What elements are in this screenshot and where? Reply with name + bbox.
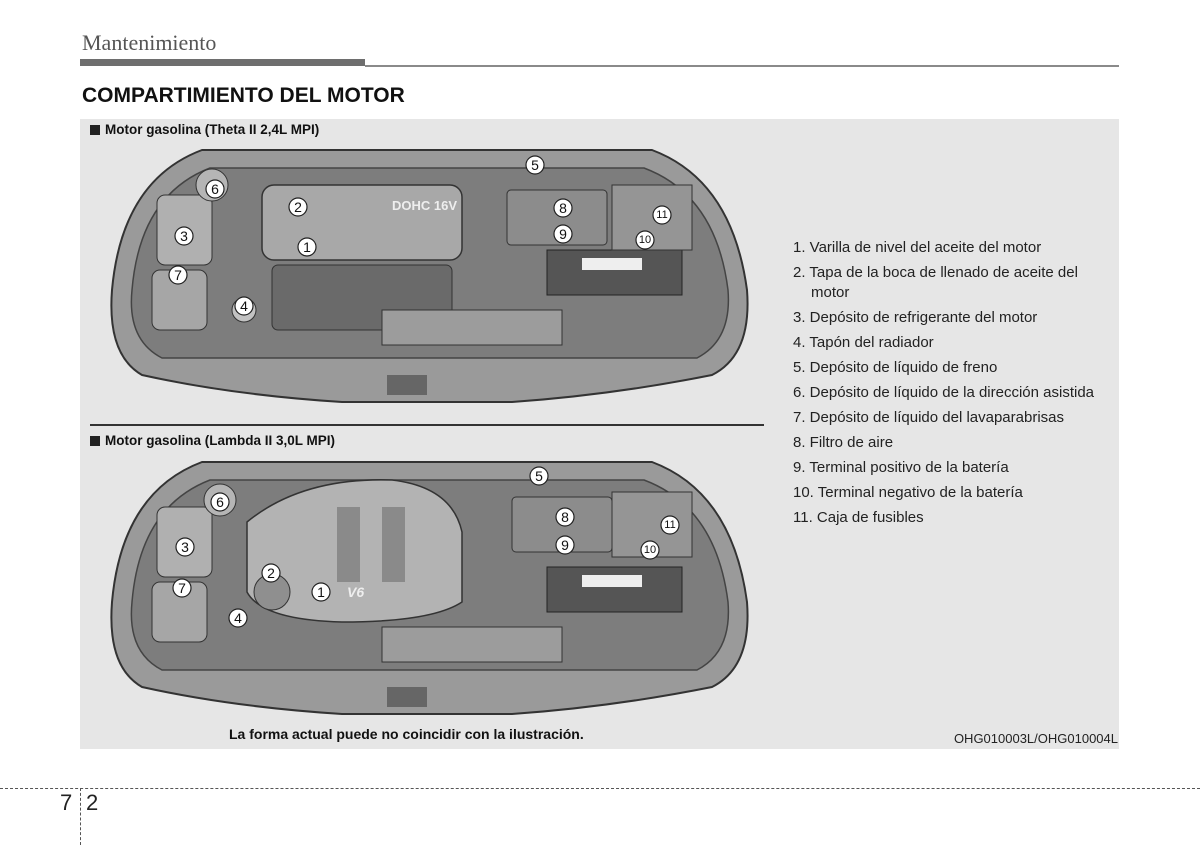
square-bullet-icon: [90, 436, 100, 446]
callout-5: [530, 467, 548, 485]
callout-9: [554, 225, 572, 243]
callout-1: [312, 583, 330, 601]
callout-8: [556, 508, 574, 526]
svg-text:11: 11: [664, 519, 676, 531]
callout-7: [169, 266, 187, 284]
legend-item: 4. Tapón del radiador: [793, 333, 934, 351]
section-header: Mantenimiento: [82, 30, 217, 55]
figure-2-label: [90, 433, 335, 448]
callout-3: [175, 227, 193, 245]
callout-1: [298, 238, 316, 256]
figure-divider: [90, 424, 764, 426]
svg-text:4: 4: [240, 298, 248, 314]
svg-text:9: 9: [561, 537, 569, 553]
figure-1-label-text: Motor gasolina (Theta II 2,4L MPI): [105, 122, 320, 137]
engine-illustration-lambda: [92, 452, 764, 722]
svg-text:8: 8: [561, 509, 569, 525]
callout-5: [526, 156, 544, 174]
svg-text:1: 1: [303, 239, 311, 255]
svg-text:1: 1: [317, 584, 325, 600]
svg-text:5: 5: [531, 157, 539, 173]
figure-caption: La forma actual puede no coincidir con la ilustración.: [229, 726, 584, 742]
figure-2-label-text: Motor gasolina (Lambda II 3,0L MPI): [105, 433, 336, 448]
component-legend: [793, 238, 1113, 533]
callout-9: [556, 536, 574, 554]
callout-6: [206, 180, 224, 198]
callout-10: [641, 541, 659, 559]
legend-item: 2. Tapa de la boca de llenado de aceite del motor: [793, 264, 1078, 301]
square-bullet-icon: [90, 125, 100, 135]
chapter-number: 7: [60, 790, 73, 815]
callout-11: [653, 206, 671, 224]
callout-10: [636, 231, 654, 249]
legend-item: 9. Terminal positivo de la batería: [793, 458, 1009, 476]
svg-text:10: 10: [643, 544, 657, 556]
legend-item: 1. Varilla de nivel del aceite del motor: [793, 239, 1042, 256]
header-bar: [80, 59, 365, 66]
header-rule: [365, 65, 1119, 67]
engine-badge-1: DOHC 16V: [392, 198, 458, 213]
svg-text:6: 6: [211, 181, 219, 197]
svg-text:9: 9: [559, 226, 567, 242]
svg-text:6: 6: [216, 494, 224, 510]
page-heading: COMPARTIMIENTO DEL MOTOR: [82, 84, 405, 107]
figure-1-label: [90, 122, 319, 137]
legend-item: 7. Depósito de líquido del lavaparabrisas: [793, 408, 1065, 426]
engine-badge-2: V6: [347, 584, 365, 600]
callout-7: [173, 579, 191, 597]
footer-vertical-rule: [80, 788, 81, 845]
svg-text:4: 4: [234, 610, 242, 626]
svg-text:2: 2: [267, 565, 275, 581]
svg-text:8: 8: [559, 200, 567, 216]
callout-3: [176, 538, 194, 556]
footer-rule: [0, 788, 1200, 789]
svg-text:7: 7: [178, 580, 186, 596]
svg-text:7: 7: [174, 267, 182, 283]
legend-item: 6. Depósito de líquido de la dirección asistida: [793, 383, 1095, 401]
callout-11: [661, 516, 679, 534]
legend-item: 3. Depósito de refrigerante del motor: [793, 308, 1038, 326]
callout-2: [262, 564, 280, 582]
callout-8: [554, 199, 572, 217]
engine-illustration-theta: [92, 140, 764, 410]
svg-text:5: 5: [535, 468, 543, 484]
legend-item: 10. Terminal negativo de la batería: [793, 483, 1023, 501]
callout-4: [235, 297, 253, 315]
svg-text:11: 11: [656, 209, 668, 221]
svg-text:10: 10: [638, 234, 652, 246]
callout-4: [229, 609, 247, 627]
legend-item: 5. Depósito de líquido de freno: [793, 358, 998, 376]
figure-code: OHG010003L/OHG010004L: [953, 731, 1118, 746]
callout-2: [289, 198, 307, 216]
page-number: 2: [86, 790, 99, 815]
callout-6: [211, 493, 229, 511]
legend-item: 11. Caja de fusibles: [793, 508, 924, 526]
legend-item: 8. Filtro de aire: [793, 433, 894, 451]
svg-text:3: 3: [181, 539, 189, 555]
svg-text:2: 2: [294, 199, 302, 215]
svg-text:3: 3: [180, 228, 188, 244]
